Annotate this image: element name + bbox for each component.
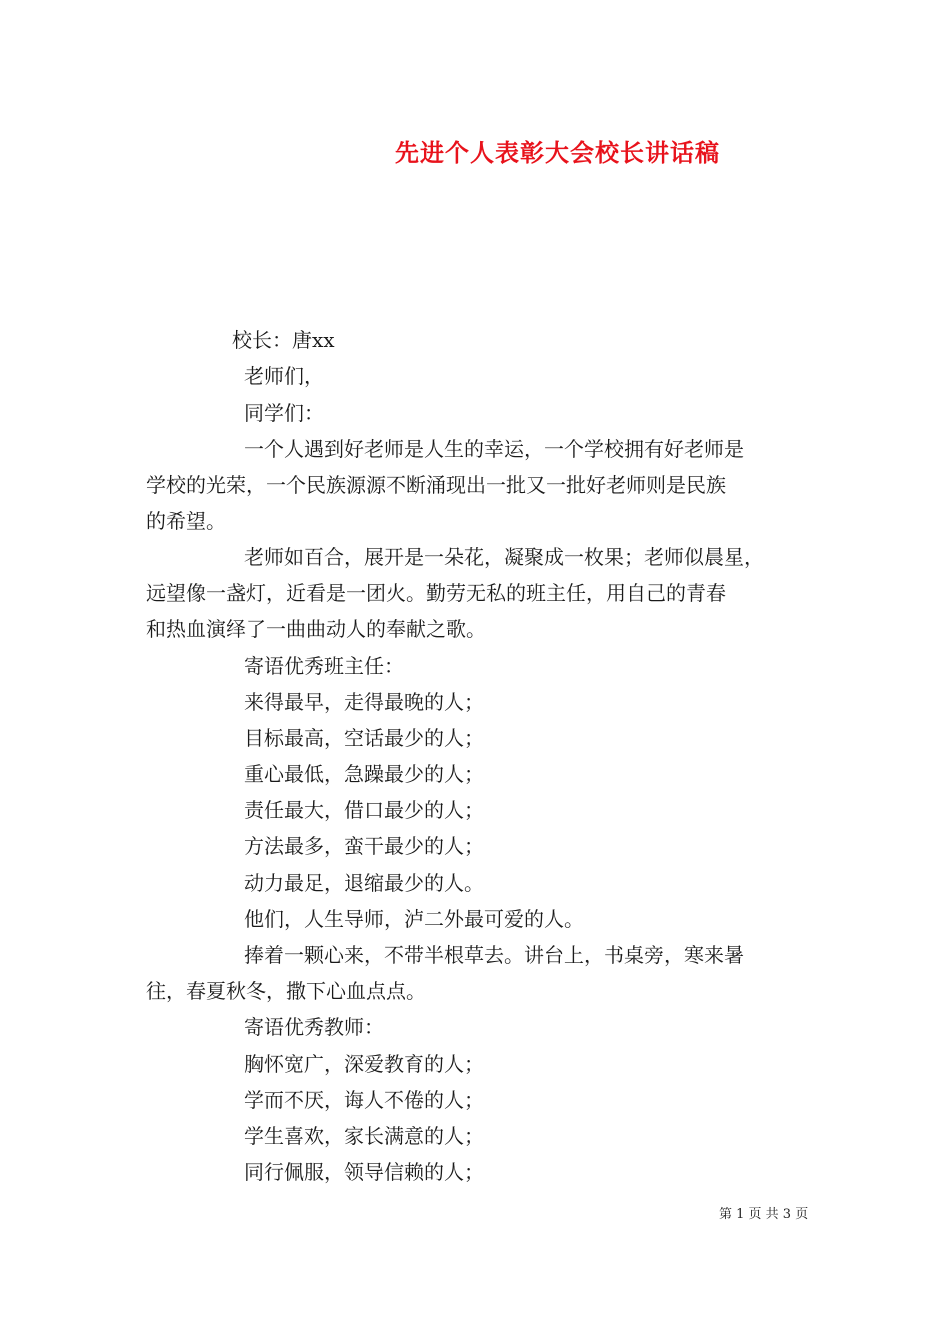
paragraph-line: 动力最足，退缩最少的人。 [244, 871, 484, 895]
paragraph-line: 重心最低，急躁最少的人； [244, 762, 484, 786]
paragraph-line: 同学们： [244, 401, 324, 425]
paragraph-line: 责任最大，借口最少的人； [244, 798, 484, 822]
paragraph-line: 他们，人生导师，泸二外最可爱的人。 [244, 907, 584, 931]
paragraph-line: 目标最高，空话最少的人； [244, 726, 484, 750]
paragraph-line: 胸怀宽广，深爱教育的人； [244, 1052, 484, 1076]
paragraph-line: 一个人遇到好老师是人生的幸运，一个学校拥有好老师是 [244, 437, 744, 461]
paragraph-line: 的希望。 [146, 509, 226, 533]
paragraph-line: 远望像一盏灯，近看是一团火。勤劳无私的班主任，用自己的青春 [146, 581, 726, 605]
paragraph-line: 学校的光荣，一个民族源源不断涌现出一批又一批好老师则是民族 [146, 473, 726, 497]
paragraph-line: 捧着一颗心来，不带半根草去。讲台上，书桌旁，寒来暑 [244, 943, 744, 967]
paragraph-line: 学生喜欢，家长满意的人； [244, 1124, 484, 1148]
paragraph-line: 来得最早，走得最晚的人； [244, 690, 484, 714]
paragraph-line: 寄语优秀教师： [244, 1015, 384, 1039]
page-number-footer: 第 1 页 共 3 页 [719, 1207, 809, 1222]
paragraph-line: 和热血演绎了一曲曲动人的奉献之歌。 [146, 617, 486, 641]
paragraph-line: 老师们， [244, 364, 324, 388]
signature-line: 校长：唐xx [232, 328, 335, 352]
paragraph-line: 同行佩服，领导信赖的人； [244, 1160, 484, 1184]
paragraph-line: 方法最多，蛮干最少的人； [244, 834, 484, 858]
paragraph-line: 寄语优秀班主任： [244, 654, 404, 678]
paragraph-line: 往，春夏秋冬，撒下心血点点。 [146, 979, 426, 1003]
document-title: 先进个人表彰大会校长讲话稿 [395, 138, 720, 167]
paragraph-line: 学而不厌，诲人不倦的人； [244, 1088, 484, 1112]
paragraph-line: 老师如百合，展开是一朵花，凝聚成一枚果；老师似晨星， [244, 545, 764, 569]
